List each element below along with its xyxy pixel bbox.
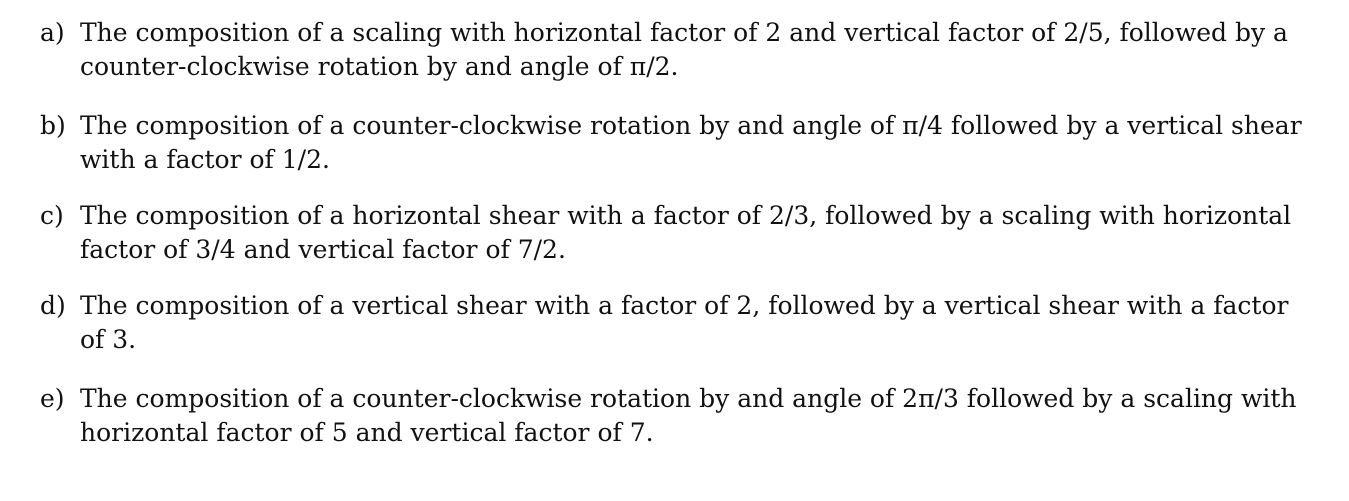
item-text: The composition of a counter-clockwise rotation by and angle of 2π/3 followed by a scaling with horizontal factor of 5 and vertical factor of 7. bbox=[80, 384, 1297, 447]
item-marker: a) bbox=[40, 18, 65, 47]
item-marker: e) bbox=[40, 384, 65, 413]
problem-item-e bbox=[0, 382, 1349, 462]
item-text: The composition of a scaling with horizontal factor of 2 and vertical factor of 2/5, followed by a counter-clockwise rotation by and angle of π/2. bbox=[80, 18, 1288, 81]
problem-item-b bbox=[0, 109, 1349, 189]
item-marker: b) bbox=[40, 111, 66, 140]
item-text: The composition of a vertical shear with a factor of 2, followed by a vertical shear with a factor of 3. bbox=[80, 291, 1289, 354]
item-marker: d) bbox=[40, 291, 66, 320]
problem-item-d bbox=[0, 289, 1349, 369]
item-marker: c) bbox=[40, 201, 64, 230]
item-text: The composition of a horizontal shear with a factor of 2/3, followed by a scaling with horizontal factor of 3/4 and vertical factor of 7/2. bbox=[80, 201, 1292, 264]
item-text: The composition of a counter-clockwise rotation by and angle of π/4 followed by a vertical shear with a factor of 1/2. bbox=[80, 111, 1302, 174]
problem-item-c bbox=[0, 199, 1349, 279]
problem-item-a bbox=[0, 16, 1349, 96]
